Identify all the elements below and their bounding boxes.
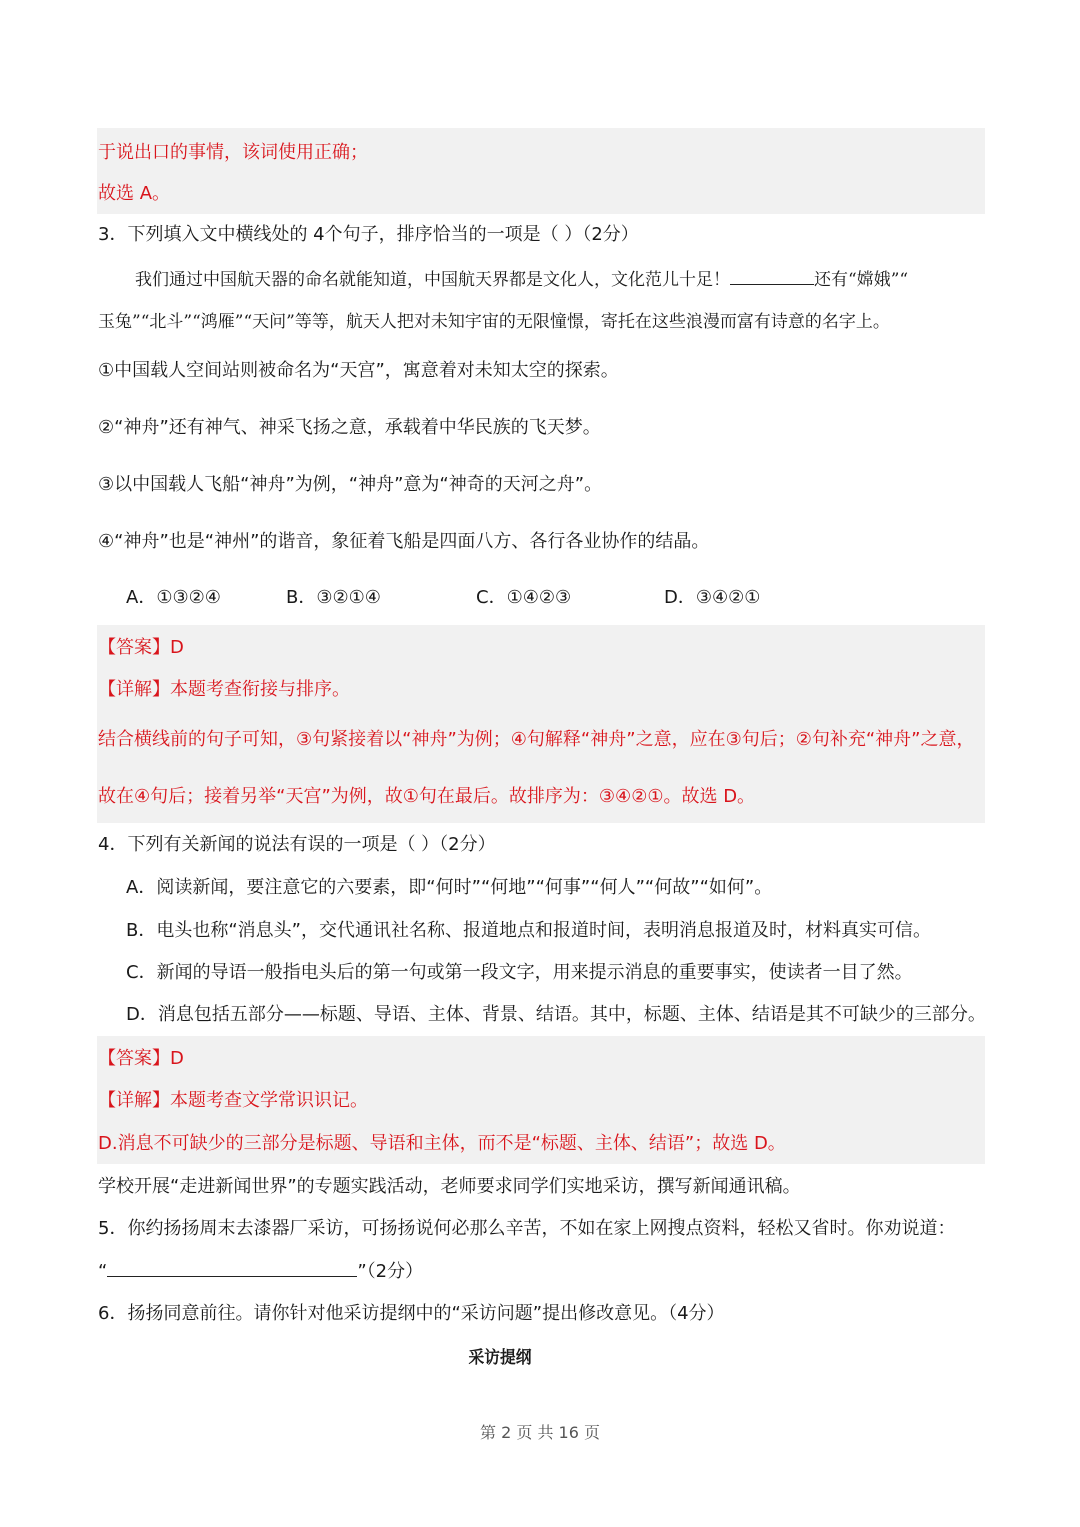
q3-passage-line-1	[135, 266, 908, 293]
q3-passage-text-b: 还有“嫦娥”“	[814, 270, 909, 290]
page-footer: 第 2 页 共 16 页	[480, 1423, 600, 1442]
q3-option-d: D．③④②①	[664, 587, 761, 608]
q3-option-c: C．①④②③	[476, 587, 572, 608]
prev-answer-line-2: 故选 A。	[98, 183, 171, 204]
q4-answer: 【答案】D	[98, 1048, 184, 1069]
interview-outline-title: 采访提纲	[468, 1348, 532, 1368]
q3-sentence-3: ③以中国载人飞船“神舟”为例，“神舟”意为“神奇的天河之舟”。	[98, 474, 603, 495]
q4-detail: 【详解】本题考查文学常识识记。	[98, 1090, 368, 1111]
q4-explanation: D.消息不可缺少的三部分是标题、导语和主体，而不是“标题、主体、结语”；故选 D。	[98, 1133, 786, 1154]
q3-explanation-1: 结合横线前的句子可知，③句紧接着以“神舟”为例；④句解释“神舟”之意，应在③句后；②句补充“神舟”之意，	[98, 729, 975, 750]
q3-passage-line-2: 玉兔”“北斗”“鸿雁”“天问”等等，航天人把对未知宇宙的无限憧憬，寄托在这些浪漫而富有诗意的名字上。	[98, 312, 890, 332]
q3-sentence-1: ①中国载人空间站则被命名为“天宫”，寓意着对未知太空的探索。	[98, 360, 619, 381]
q4-stem: 4．下列有关新闻的说法有误的一项是（ ）（2分）	[98, 834, 496, 855]
q3-sentence-4: ④“神舟”也是“神州”的谐音，象征着飞船是四面八方、各行各业协作的结晶。	[98, 531, 710, 552]
q3-stem: 3．下列填入文中横线处的 4个句子，排序恰当的一项是（ ）（2分）	[98, 224, 639, 245]
q4-option-a: A．阅读新闻，要注意它的六要素，即“何时”“何地”“何事”“何人”“何故”“如何”。	[126, 877, 773, 898]
q3-explanation-2: 故在④句后；接着另举“天宫”为例，故①句在最后。故排序为：③④②①。故选 D。	[98, 786, 756, 807]
q3-detail: 【详解】本题考查衔接与排序。	[98, 679, 350, 700]
q3-option-a: A．①③②④	[126, 587, 221, 608]
q3-passage-text-a: 我们通过中国航天器的命名就能知道，中国航天界都是文化人，文化范儿十足！	[135, 270, 730, 290]
q3-sentence-2: ②“神舟”还有神气、神采飞扬之意，承载着中华民族的飞天梦。	[98, 417, 601, 438]
q5-close: ”（2分）	[357, 1261, 424, 1282]
q3-option-b: B．③②①④	[286, 587, 381, 608]
q3-answer: 【答案】D	[98, 637, 184, 658]
q4-option-b: B．电头也称“消息头”，交代通讯社名称、报道地点和报道时间，表明消息报道及时，材料真实可信。	[126, 920, 931, 941]
activity-context: 学校开展“走进新闻世界”的专题实践活动，老师要求同学们实地采访，撰写新闻通讯稿。	[98, 1176, 801, 1197]
q4-option-c: C．新闻的导语一般指电头后的第一句或第一段文字，用来提示消息的重要事实，使读者一目了然。	[126, 962, 913, 983]
q4-option-d: D．消息包括五部分——标题、导语、主体、背景、结语。其中，标题、主体、结语是其不可缺少的三部分。	[126, 1004, 986, 1025]
q3-fill-blank	[730, 266, 814, 285]
prev-answer-line-1: 于说出口的事情，该词使用正确；	[98, 142, 368, 163]
q5-answer-blank[interactable]	[107, 1258, 357, 1277]
q5-stem: 5．你约扬扬周末去漆器厂采访，可扬扬说何必那么辛苦，不如在家上网搜点资料，轻松又省时。你劝说道：	[98, 1218, 956, 1239]
q5-answer-line	[98, 1258, 423, 1285]
q5-open-quote: “	[98, 1261, 108, 1282]
q6-stem: 6．扬扬同意前往。请你针对他采访提纲中的“采访问题”提出修改意见。（4分）	[98, 1303, 725, 1324]
